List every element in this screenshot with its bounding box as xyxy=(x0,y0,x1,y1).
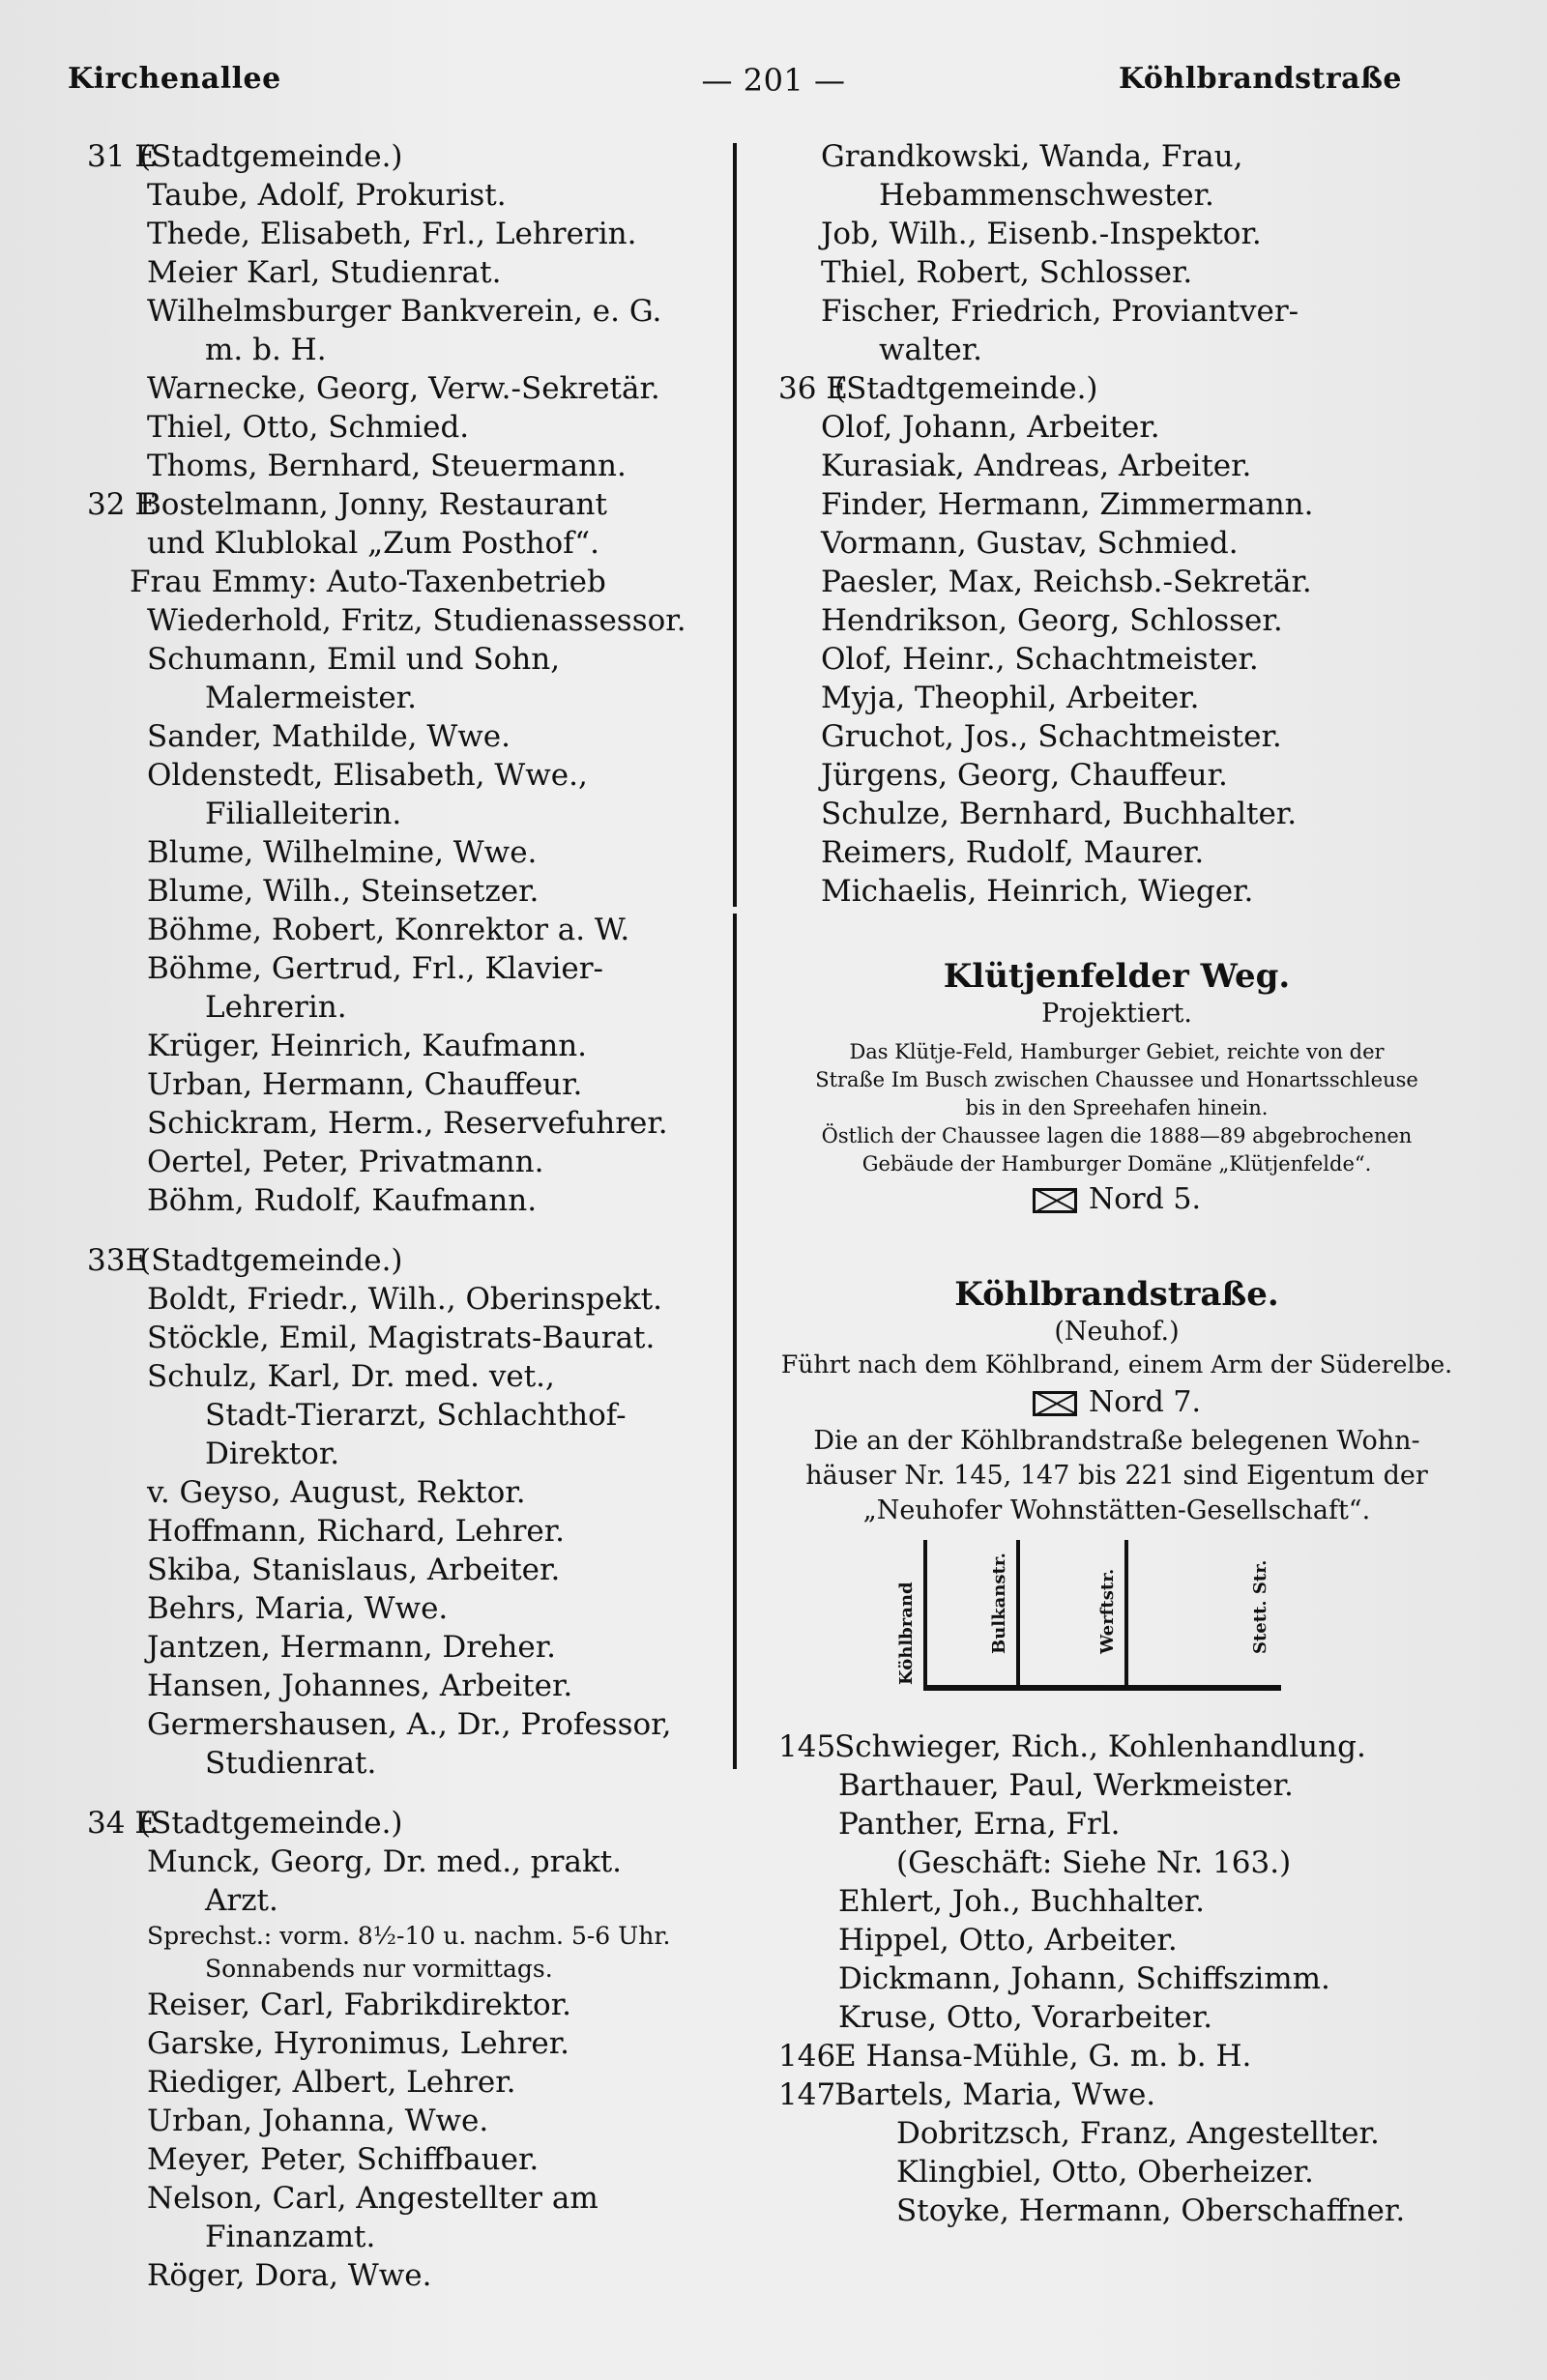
entry-text: Finder, Hermann, Zimmermann. xyxy=(821,487,1314,522)
entry-text: (Stadtgemeinde.) xyxy=(139,1806,403,1841)
entry-text: Vormann, Gustav, Schmied. xyxy=(821,526,1239,561)
left-column xyxy=(87,137,725,2295)
resident-entry xyxy=(778,2114,1455,2153)
entry-text: Germershausen, A., Dr., Professor, xyxy=(147,1707,672,1742)
resident-entry xyxy=(87,563,725,601)
resident-entry xyxy=(87,2218,725,2256)
resident-entry xyxy=(778,176,1455,215)
resident-entry xyxy=(87,176,725,215)
entry-text: Reiser, Carl, Fabrikdirektor. xyxy=(147,1988,571,2022)
entry-text: Röger, Dora, Wwe. xyxy=(147,2258,432,2293)
resident-entry xyxy=(87,1589,725,1628)
resident-entry xyxy=(87,1435,725,1473)
resident-entry xyxy=(778,833,1455,872)
resident-entry xyxy=(87,1843,725,1881)
house-number-entry xyxy=(778,2037,1455,2075)
resident-entry xyxy=(87,1065,725,1104)
entry-text: Fischer, Friedrich, Proviantver- xyxy=(821,294,1299,329)
entry-text: Bartels, Maria, Wwe. xyxy=(834,2077,1156,2112)
resident-entry xyxy=(87,1881,725,1920)
resident-entry xyxy=(87,2063,725,2102)
resident-entry xyxy=(778,795,1455,833)
entry-text: Job, Wilh., Eisenb.-Inspektor. xyxy=(821,217,1262,251)
house-number-entry xyxy=(87,485,725,524)
resident-entry xyxy=(87,331,725,369)
resident-entry xyxy=(87,1280,725,1319)
entry-text: Sonnabends nur vormittags. xyxy=(205,1955,553,1983)
section-title-koehlbrandstrasse: Köhlbrandstraße. xyxy=(954,1275,1279,1314)
resident-entry xyxy=(778,408,1455,447)
house-number: 36 E xyxy=(778,371,848,406)
entry-text: Panther, Erna, Frl. xyxy=(838,1807,1121,1842)
resident-entry xyxy=(87,369,725,408)
resident-entry xyxy=(87,1920,725,1953)
entry-text: Gruchot, Jos., Schachtmeister. xyxy=(821,719,1282,754)
resident-entry xyxy=(87,679,725,717)
entry-text: Oldenstedt, Elisabeth, Wwe., xyxy=(147,758,588,793)
map-label-street: Werftstr. xyxy=(1097,1568,1118,1654)
entry-text: Hoffmann, Richard, Lehrer. xyxy=(147,1514,566,1549)
resident-entry xyxy=(87,640,725,679)
house-number: 33E xyxy=(87,1243,148,1278)
resident-entry xyxy=(87,1143,725,1181)
entry-text: Olof, Johann, Arbeiter. xyxy=(821,410,1160,445)
entry-text: Warnecke, Georg, Verw.-Sekretär. xyxy=(147,371,660,406)
section-note: Das Klütje-Feld, Hamburger Gebiet, reichte von der xyxy=(849,1040,1385,1063)
resident-entry xyxy=(778,215,1455,253)
header-right-street: Köhlbrandstraße xyxy=(1118,62,1402,96)
resident-entry xyxy=(778,331,1455,369)
street-sketch-map xyxy=(875,1540,1281,1704)
right-column xyxy=(778,137,1455,2230)
house-number: 147 xyxy=(778,2077,836,2112)
resident-entry xyxy=(87,408,725,447)
entry-text: Direktor. xyxy=(205,1437,340,1471)
entry-text: Dickmann, Johann, Schiffszimm. xyxy=(838,1961,1330,1996)
envelope-icon xyxy=(1033,1188,1077,1213)
section-description: Führt nach dem Köhlbrand, einem Arm der Süderelbe. xyxy=(780,1350,1453,1379)
section-note: Straße Im Busch zwischen Chaussee und Honartsschleuse xyxy=(815,1068,1418,1091)
entry-text: v. Geyso, August, Rektor. xyxy=(147,1475,526,1510)
entry-text: (Geschäft: Siehe Nr. 163.) xyxy=(896,1845,1292,1880)
right-column-entries xyxy=(778,137,1455,911)
resident-entry xyxy=(778,1843,1455,1882)
entry-text: Bostelmann, Jonny, Restaurant xyxy=(139,487,607,522)
entry-text: Jantzen, Hermann, Dreher. xyxy=(147,1630,556,1665)
resident-entry xyxy=(778,872,1455,911)
resident-entry xyxy=(778,756,1455,795)
section-note: bis in den Spreehafen hinein. xyxy=(965,1096,1269,1119)
entry-text: Reimers, Rudolf, Maurer. xyxy=(821,835,1205,870)
resident-entry xyxy=(778,563,1455,601)
entry-text: Paesler, Max, Reichsb.-Sekretär. xyxy=(821,565,1312,599)
resident-entry xyxy=(87,253,725,292)
resident-entry xyxy=(778,1959,1455,1998)
section-text: „Neuhofer Wohnstätten-Gesellschaft“. xyxy=(862,1495,1371,1525)
entry-text: Boldt, Friedr., Wilh., Oberinspekt. xyxy=(147,1282,662,1317)
resident-entry xyxy=(87,1473,725,1512)
resident-entry xyxy=(778,253,1455,292)
house-number: 146 xyxy=(778,2039,836,2074)
entry-text: Arzt. xyxy=(205,1883,278,1918)
resident-entry xyxy=(87,717,725,756)
entry-text: Ehlert, Joh., Buchhalter. xyxy=(838,1884,1205,1919)
resident-entry xyxy=(778,640,1455,679)
entry-text: Blume, Wilhelmine, Wwe. xyxy=(147,835,538,870)
resident-entry xyxy=(87,1551,725,1589)
resident-entry xyxy=(87,2140,725,2179)
entry-text: Schulz, Karl, Dr. med. vet., xyxy=(147,1359,555,1394)
resident-entry xyxy=(87,756,725,795)
entry-text: Frau Emmy: Auto-Taxenbetrieb xyxy=(130,565,606,599)
entry-text: Taube, Adolf, Prokurist. xyxy=(147,178,507,213)
resident-entry xyxy=(87,1104,725,1143)
entry-text: Olof, Heinr., Schachtmeister. xyxy=(821,642,1259,677)
entry-text: Oertel, Peter, Privatmann. xyxy=(147,1145,544,1179)
postal-district xyxy=(778,1381,1455,1424)
page-number: — 201 — xyxy=(701,62,846,99)
resident-entry xyxy=(87,1512,725,1551)
entry-text: Böhm, Rudolf, Kaufmann. xyxy=(147,1183,538,1218)
house-number-entry xyxy=(87,1241,725,1280)
entry-text: Filialleiterin. xyxy=(205,797,402,831)
resident-entry xyxy=(87,2024,725,2063)
entry-text: Stoyke, Hermann, Oberschaffner. xyxy=(896,2193,1406,2228)
resident-entry xyxy=(778,1805,1455,1843)
entry-text: (Stadtgemeinde.) xyxy=(139,139,403,174)
resident-entry xyxy=(87,2256,725,2295)
resident-entry xyxy=(87,292,725,331)
entry-text: Sprechst.: vorm. 8½-10 u. nachm. 5-6 Uhr. xyxy=(147,1922,671,1950)
resident-entry xyxy=(87,1667,725,1705)
postal-district-label: Nord 5. xyxy=(1088,1182,1201,1216)
entry-text: Sander, Mathilde, Wwe. xyxy=(147,719,511,754)
house-number-entry xyxy=(87,1804,725,1843)
postal-district-label: Nord 7. xyxy=(1088,1385,1201,1419)
resident-entry xyxy=(87,1181,725,1220)
house-number: 34 E xyxy=(87,1806,157,1841)
entry-text: und Klublokal „Zum Posthof“. xyxy=(147,526,599,561)
house-number-entry xyxy=(87,137,725,176)
section-note: Gebäude der Hamburger Domäne „Klütjenfelde“. xyxy=(861,1152,1372,1175)
resident-entry xyxy=(87,1986,725,2024)
entry-text: Kurasiak, Andreas, Arbeiter. xyxy=(821,449,1252,483)
resident-entry xyxy=(87,1357,725,1396)
entry-text: Blume, Wilh., Steinsetzer. xyxy=(147,874,540,909)
entry-text: Grandkowski, Wanda, Frau, xyxy=(821,139,1243,174)
entry-text: Myja, Theophil, Arbeiter. xyxy=(821,681,1200,715)
resident-entry xyxy=(778,1882,1455,1921)
entry-text: Finanzamt. xyxy=(205,2220,376,2254)
column-divider-upper xyxy=(733,143,737,907)
entry-text: Schumann, Emil und Sohn, xyxy=(147,642,561,677)
house-number: 32 E xyxy=(87,487,157,522)
house-number-entry xyxy=(778,1727,1455,1766)
resident-entry xyxy=(87,524,725,563)
resident-entry xyxy=(778,524,1455,563)
resident-entry xyxy=(87,2179,725,2218)
house-number-entry xyxy=(778,369,1455,408)
entry-text: Malermeister. xyxy=(205,681,417,715)
entry-text: Wiederhold, Fritz, Studienassessor. xyxy=(147,603,686,638)
resident-entry xyxy=(778,1921,1455,1959)
envelope-icon xyxy=(1033,1391,1077,1416)
resident-entry xyxy=(778,292,1455,331)
entry-text: Nelson, Carl, Angestellter am xyxy=(147,2181,598,2216)
postal-district xyxy=(778,1178,1455,1221)
entry-text: Hansen, Johannes, Arbeiter. xyxy=(147,1669,573,1703)
entry-text: Thoms, Bernhard, Steuermann. xyxy=(147,449,627,483)
map-label-koehlbrand: Köhlbrand xyxy=(896,1582,917,1685)
entry-text: Skiba, Stanislaus, Arbeiter. xyxy=(147,1553,561,1587)
entry-text: Munck, Georg, Dr. med., prakt. xyxy=(147,1844,623,1879)
resident-entry xyxy=(87,795,725,833)
entry-gap xyxy=(87,1220,725,1241)
resident-entry xyxy=(87,833,725,872)
entry-text: Jürgens, Georg, Chauffeur. xyxy=(821,758,1228,793)
resident-entry xyxy=(778,447,1455,485)
map-label-street: Bulkanstr. xyxy=(989,1553,1009,1654)
entry-text: Thede, Elisabeth, Frl., Lehrerin. xyxy=(147,217,637,251)
resident-entry xyxy=(778,485,1455,524)
entry-text: Thiel, Robert, Schlosser. xyxy=(821,255,1193,290)
entry-text: Meier Karl, Studienrat. xyxy=(147,255,502,290)
resident-entry xyxy=(87,1953,725,1986)
entry-text: m. b. H. xyxy=(205,333,327,367)
entry-text: Hippel, Otto, Arbeiter. xyxy=(838,1923,1178,1958)
entry-text: Kruse, Otto, Vorarbeiter. xyxy=(838,2000,1213,2035)
entry-text: Michaelis, Heinrich, Wieger. xyxy=(821,874,1254,909)
entry-text: (Stadtgemeinde.) xyxy=(139,1243,403,1278)
entry-text: E Hansa-Mühle, G. m. b. H. xyxy=(834,2039,1252,2074)
entry-text: walter. xyxy=(879,333,983,367)
entry-text: Dobritzsch, Franz, Angestellter. xyxy=(896,2116,1380,2151)
house-number: 31 E xyxy=(87,139,157,174)
resident-entry xyxy=(87,911,725,949)
entry-text: Lehrerin. xyxy=(205,990,347,1025)
entry-gap xyxy=(87,1783,725,1804)
map-street-line xyxy=(1016,1540,1020,1685)
resident-entry xyxy=(778,717,1455,756)
entry-text: Klingbiel, Otto, Oberheizer. xyxy=(896,2155,1314,2190)
entry-text: Meyer, Peter, Schiffbauer. xyxy=(147,2142,540,2177)
entry-text: Böhme, Gertrud, Frl., Klavier- xyxy=(147,951,604,986)
house-number: 145 xyxy=(778,1729,836,1764)
resident-entry xyxy=(87,447,725,485)
entry-text: Urban, Johanna, Wwe. xyxy=(147,2104,489,2138)
entry-text: Urban, Hermann, Chauffeur. xyxy=(147,1067,583,1102)
house-number-entry xyxy=(778,2075,1455,2114)
resident-entry xyxy=(778,601,1455,640)
map-street-line xyxy=(1124,1540,1128,1685)
entry-text: Behrs, Maria, Wwe. xyxy=(147,1591,449,1626)
section-note: Östlich der Chaussee lagen die 1888—89 abgebrochenen xyxy=(821,1124,1413,1147)
entry-text: Riediger, Albert, Lehrer. xyxy=(147,2065,516,2100)
resident-entry xyxy=(778,2153,1455,2191)
resident-entry xyxy=(87,872,725,911)
resident-entry xyxy=(87,2102,725,2140)
resident-entry xyxy=(87,1705,725,1744)
resident-entry xyxy=(87,1319,725,1357)
section-subtitle: Projektiert. xyxy=(1041,999,1192,1029)
resident-entry xyxy=(87,215,725,253)
resident-entry xyxy=(87,949,725,988)
resident-entry xyxy=(87,1027,725,1065)
section-text: häuser Nr. 145, 147 bis 221 sind Eigentum der xyxy=(805,1461,1428,1491)
entry-text: Stöckle, Emil, Magistrats-Baurat. xyxy=(147,1321,656,1355)
entry-text: (Stadtgemeinde.) xyxy=(834,371,1098,406)
map-label-street: Stett. Str. xyxy=(1250,1559,1270,1654)
entry-text: Studienrat. xyxy=(205,1746,377,1781)
entry-text: Wilhelmsburger Bankverein, e. G. xyxy=(147,294,662,329)
entry-text: Schickram, Herm., Reservefuhrer. xyxy=(147,1106,668,1141)
entry-text: Hendrikson, Georg, Schlosser. xyxy=(821,603,1283,638)
entry-text: Krüger, Heinrich, Kaufmann. xyxy=(147,1029,588,1063)
entry-text: Stadt-Tierarzt, Schlachthof- xyxy=(205,1398,627,1433)
entry-text: Schwieger, Rich., Kohlenhandlung. xyxy=(834,1729,1366,1764)
resident-entry xyxy=(87,601,725,640)
entry-text: Barthauer, Paul, Werkmeister. xyxy=(838,1768,1294,1803)
resident-entry xyxy=(87,1396,725,1435)
resident-entry xyxy=(778,1766,1455,1805)
entry-text: Schulze, Bernhard, Buchhalter. xyxy=(821,797,1298,831)
section-subtitle: (Neuhof.) xyxy=(1054,1317,1180,1347)
entry-text: Böhme, Robert, Konrektor a. W. xyxy=(147,913,630,947)
resident-entry xyxy=(87,1744,725,1783)
right-column-house-entries xyxy=(778,1727,1455,2230)
resident-entry xyxy=(87,988,725,1027)
map-main-street-line xyxy=(923,1685,1281,1691)
column-divider-lower xyxy=(733,914,737,1769)
map-street-line xyxy=(923,1540,927,1685)
resident-entry xyxy=(778,137,1455,176)
entry-text: Thiel, Otto, Schmied. xyxy=(147,410,470,445)
section-title-kluetjenfelder-weg: Klütjenfelder Weg. xyxy=(943,957,1291,996)
entry-text: Garske, Hyronimus, Lehrer. xyxy=(147,2026,570,2061)
resident-entry xyxy=(87,1628,725,1667)
resident-entry xyxy=(778,679,1455,717)
section-text: Die an der Köhlbrandstraße belegenen Wohn- xyxy=(813,1426,1420,1456)
header-left-street: Kirchenallee xyxy=(68,62,281,96)
resident-entry xyxy=(778,2191,1455,2230)
resident-entry xyxy=(778,1998,1455,2037)
entry-text: Hebammenschwester. xyxy=(879,178,1214,213)
